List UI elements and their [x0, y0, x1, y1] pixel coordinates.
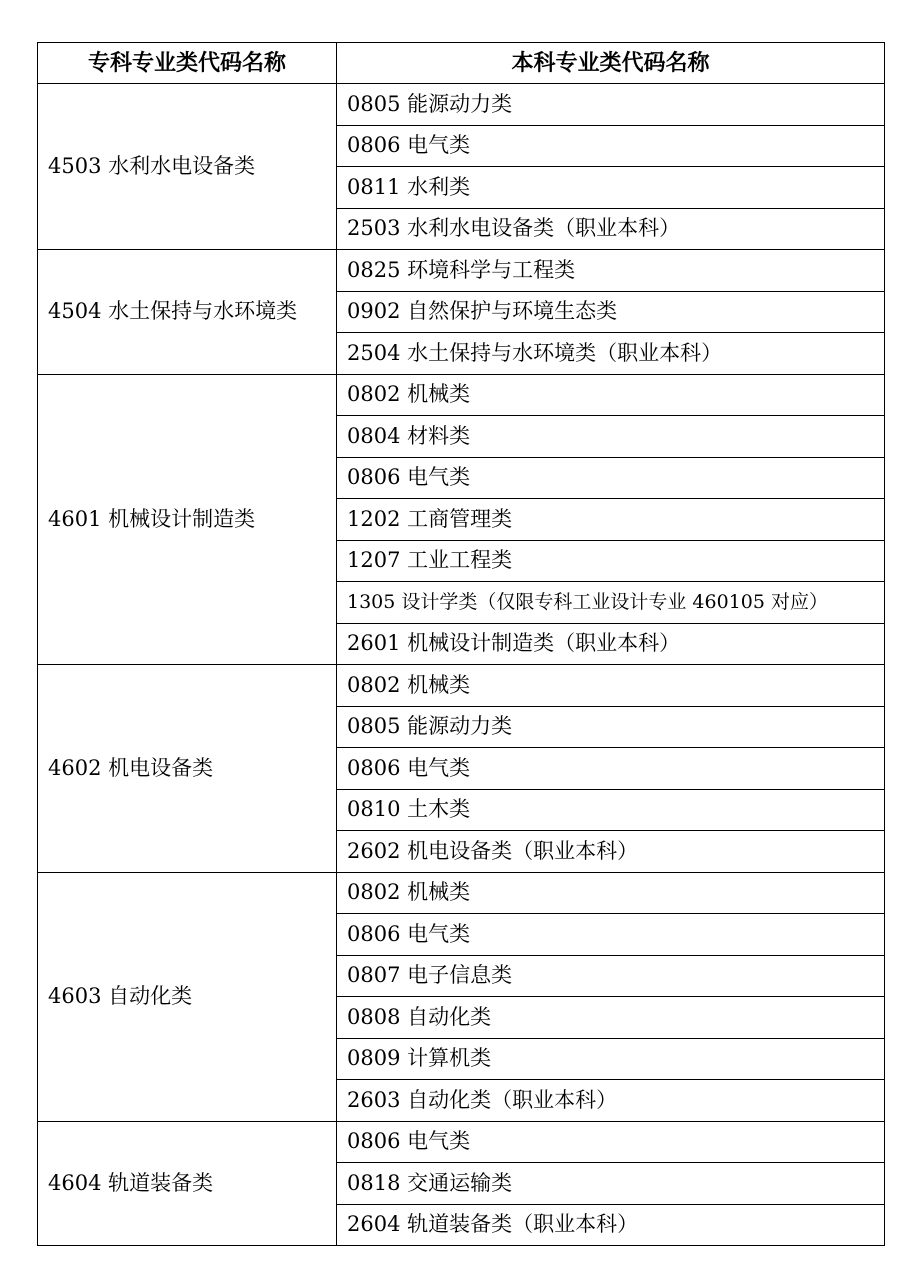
benke-cell: 2601 机械设计制造类（职业本科）	[337, 623, 885, 665]
benke-cell: 0808 自动化类	[337, 997, 885, 1039]
benke-cell: 2602 机电设备类（职业本科）	[337, 831, 885, 873]
header-benke: 本科专业类代码名称	[337, 43, 885, 84]
header-zhuanke: 专科专业类代码名称	[38, 43, 337, 84]
zhuanke-cell: 4604 轨道装备类	[38, 1121, 337, 1246]
table-row	[38, 84, 885, 126]
benke-cell: 2603 自动化类（职业本科）	[337, 1080, 885, 1122]
benke-cell: 0807 电子信息类	[337, 955, 885, 997]
benke-cell: 0809 计算机类	[337, 1038, 885, 1080]
benke-cell: 0802 机械类	[337, 872, 885, 914]
table-row	[38, 374, 885, 416]
benke-cell: 0810 土木类	[337, 789, 885, 831]
benke-cell: 0806 电气类	[337, 1121, 885, 1163]
zhuanke-cell: 4601 机械设计制造类	[38, 374, 337, 665]
benke-cell: 0818 交通运输类	[337, 1163, 885, 1205]
benke-cell: 0811 水利类	[337, 167, 885, 209]
benke-cell: 1207 工业工程类	[337, 540, 885, 582]
zhuanke-cell: 4504 水土保持与水环境类	[38, 250, 337, 375]
zhuanke-cell: 4603 自动化类	[38, 872, 337, 1121]
benke-cell: 0805 能源动力类	[337, 84, 885, 126]
header-row	[38, 43, 885, 84]
benke-cell: 1305 设计学类（仅限专科工业设计专业 460105 对应）	[337, 582, 885, 624]
benke-cell: 2604 轨道装备类（职业本科）	[337, 1204, 885, 1246]
zhuanke-cell: 4602 机电设备类	[38, 665, 337, 873]
benke-cell: 0806 电气类	[337, 748, 885, 790]
benke-cell: 2503 水利水电设备类（职业本科）	[337, 208, 885, 250]
benke-cell: 0806 电气类	[337, 457, 885, 499]
table-row	[38, 872, 885, 914]
benke-cell: 0902 自然保护与环境生态类	[337, 291, 885, 333]
benke-cell: 0806 电气类	[337, 125, 885, 167]
zhuanke-cell: 4503 水利水电设备类	[38, 84, 337, 250]
benke-cell: 1202 工商管理类	[337, 499, 885, 541]
major-mapping-table	[37, 42, 885, 1246]
benke-cell: 0802 机械类	[337, 665, 885, 707]
table-row	[38, 250, 885, 292]
benke-cell: 0804 材料类	[337, 416, 885, 458]
benke-cell: 0806 电气类	[337, 914, 885, 956]
benke-cell: 0802 机械类	[337, 374, 885, 416]
table-row	[38, 665, 885, 707]
benke-cell: 2504 水土保持与水环境类（职业本科）	[337, 333, 885, 375]
benke-cell: 0805 能源动力类	[337, 706, 885, 748]
table-row	[38, 1121, 885, 1163]
benke-cell: 0825 环境科学与工程类	[337, 250, 885, 292]
